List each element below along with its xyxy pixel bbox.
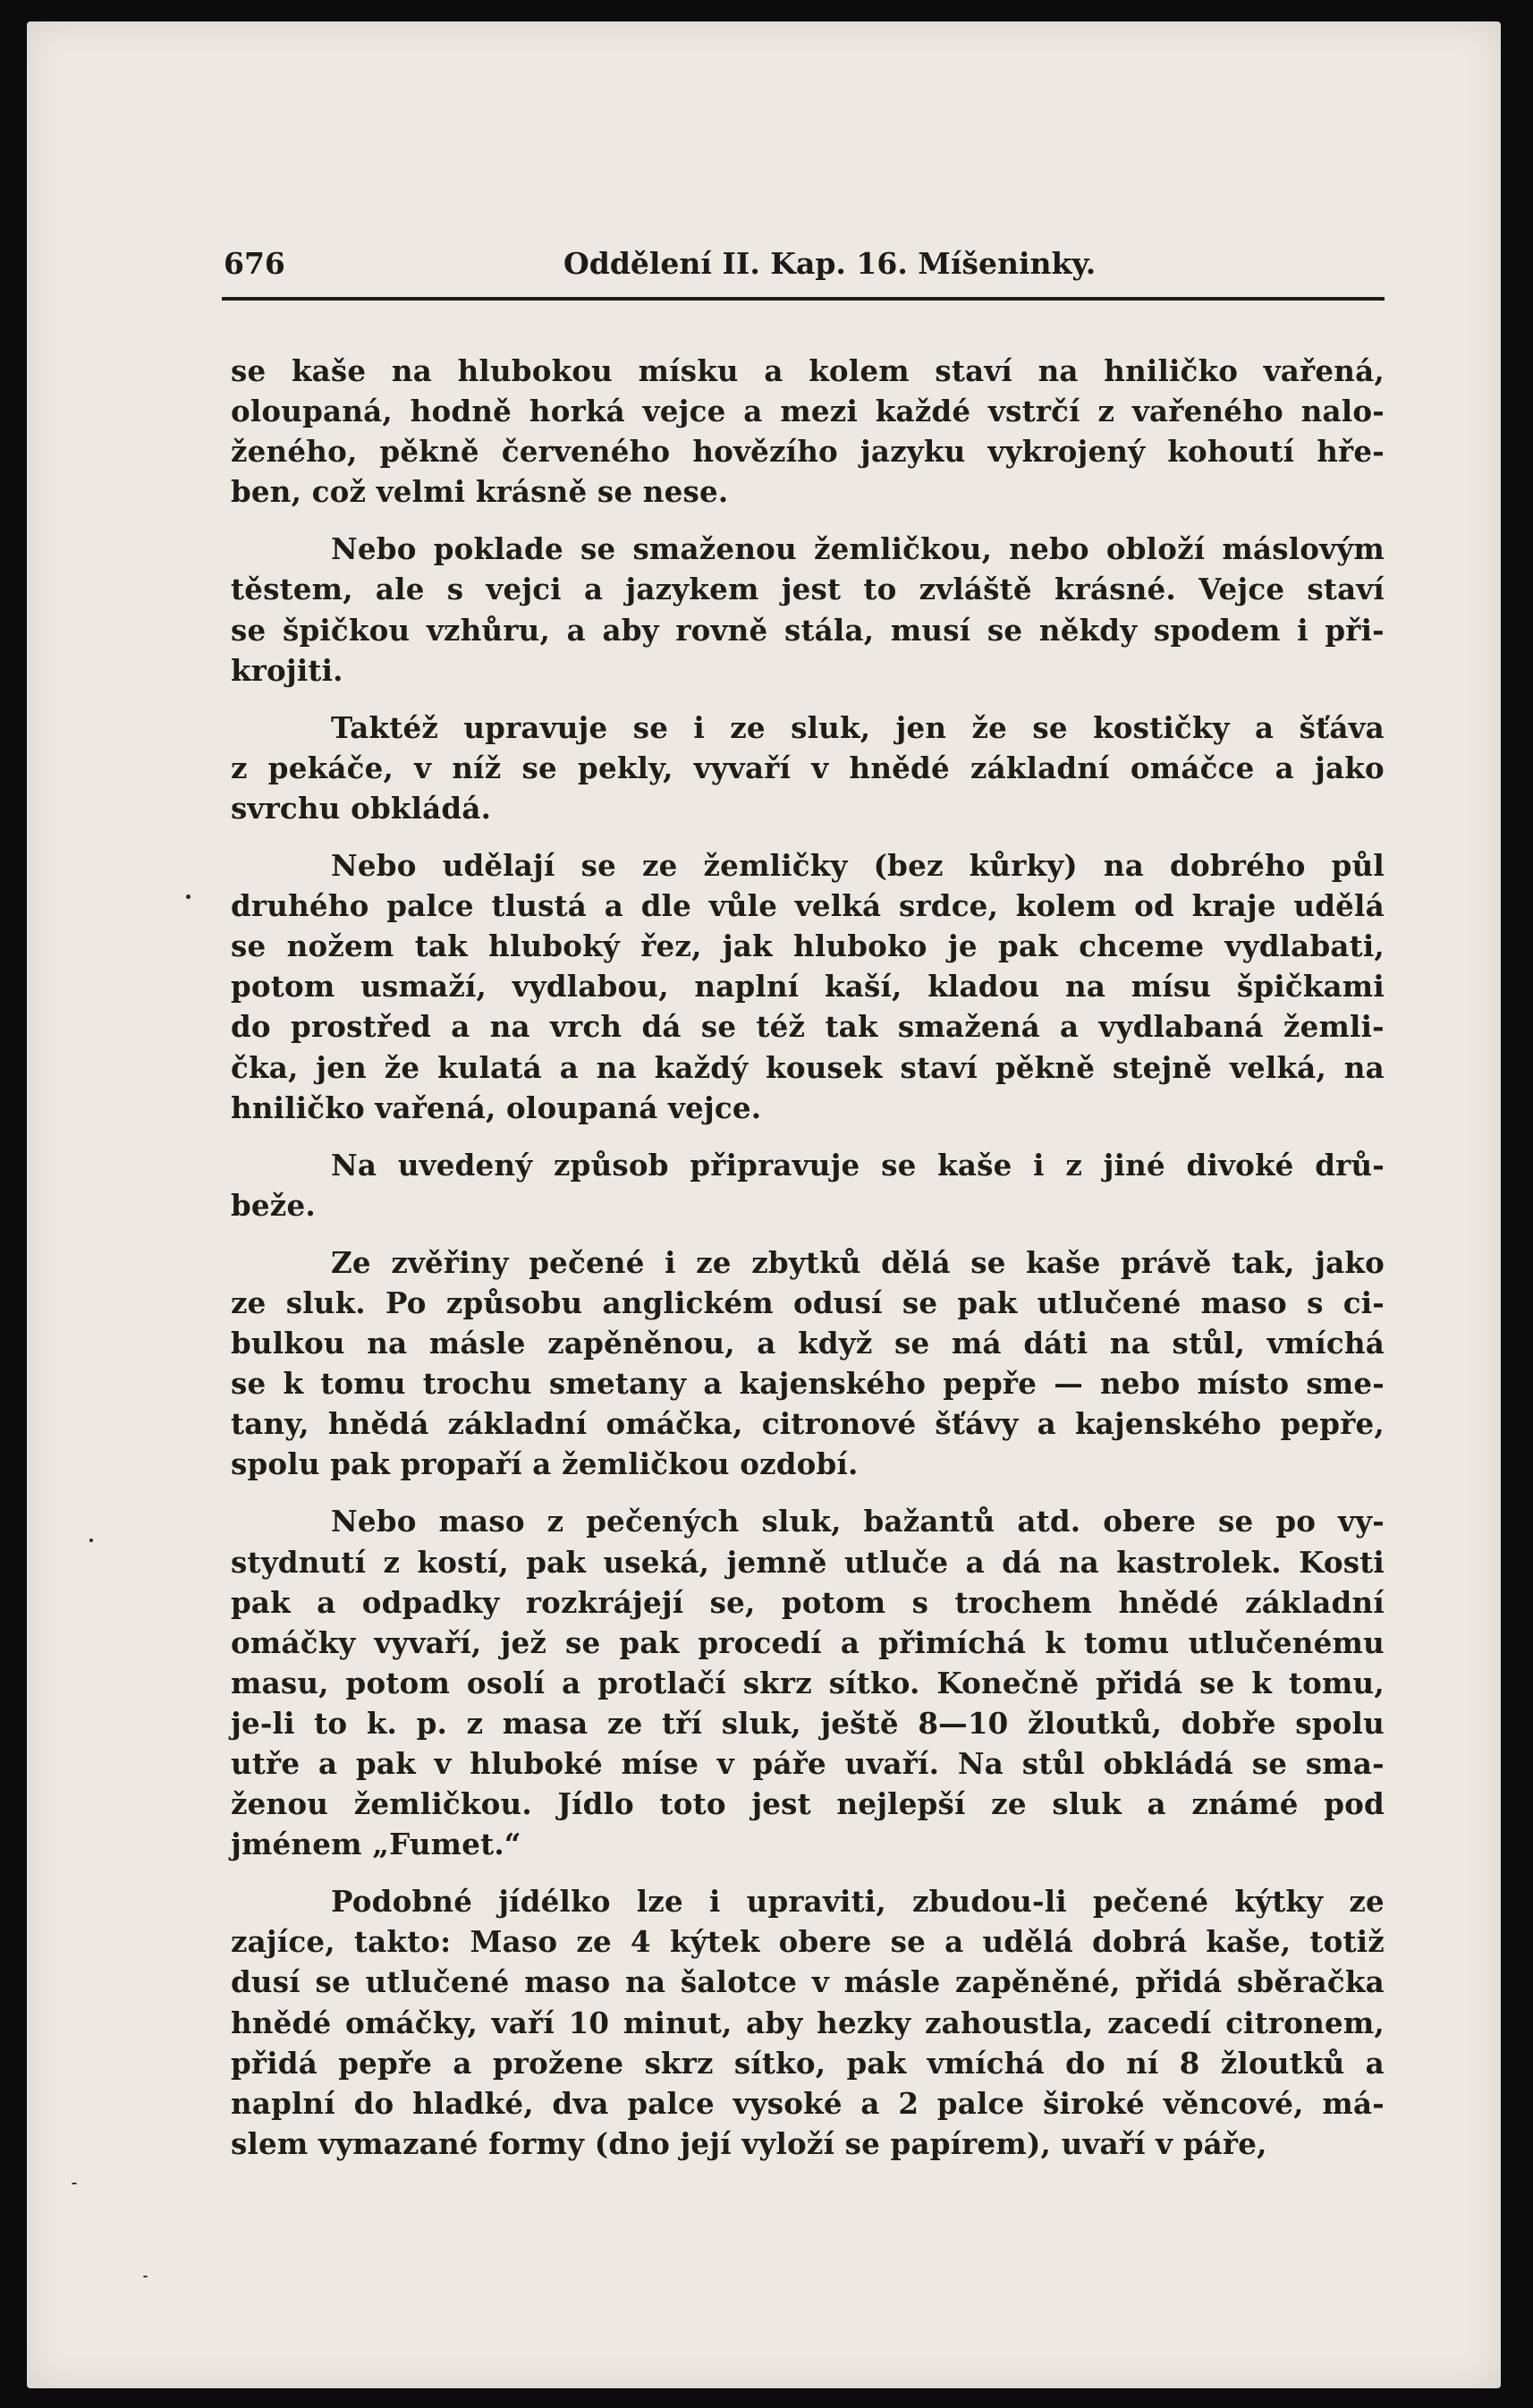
text-line: ben, což velmi krásně se nese. (231, 474, 729, 510)
text-line: masu, potom osolí a protlačí skrz sítko. Konečně přidá se k tomu, (231, 1665, 1385, 1700)
page-header (224, 246, 1391, 291)
text-line: Na uvedený způsob připravuje se kaše i z jiné divoké drů- (331, 1147, 1385, 1183)
paragraph (231, 1242, 1385, 1485)
text-line: hniličko vařená, oloupaná vejce. (231, 1090, 762, 1125)
text-line: se kaše na hlubokou mísku a kolem staví na hniličko vařená, (231, 353, 1385, 388)
text-line: se k tomu trochu smetany a kajenského pepře — nebo místo sme- (231, 1366, 1385, 1402)
text-line: pak a odpadky rozkrájejí se, potom s trochem hnědé základní (231, 1584, 1385, 1620)
text-line: ženého, pěkně červeného hovězího jazyku vykrojený kohoutí hře- (231, 434, 1385, 470)
text-line: čka, jen že kulatá a na každý kousek staví pěkně stejně velká, na (231, 1049, 1385, 1085)
text-line: těstem, ale s vejci a jazykem jest to zvláště krásné. Vejce staví (231, 572, 1385, 607)
ink-speck (89, 1539, 93, 1542)
text-line: stydnutí z kostí, pak useká, jemně utluče a dá na kastrolek. Kosti (231, 1544, 1385, 1580)
text-line: z pekáče, v níž se pekly, vyvaří v hnědé základní omáčce a jako (231, 750, 1385, 785)
paragraph-gap (231, 1484, 1385, 1501)
header-rule (222, 297, 1385, 301)
text-line: svrchu obkládá. (231, 790, 492, 826)
paragraph-gap (231, 1864, 1385, 1881)
paragraph (231, 351, 1385, 512)
page-number: 676 (224, 246, 285, 281)
text-line: Nebo poklade se smaženou žemličkou, nebo obloží máslovým (331, 531, 1385, 567)
text-line: naplní do hladké, dva palce vysoké a 2 palce široké věncové, má- (231, 2085, 1385, 2121)
text-line: druhého palce tlustá a dle vůle velká srdce, kolem od kraje udělá (231, 888, 1385, 924)
text-line: Nebo maso z pečených sluk, bažantů atd. obere se po vy- (331, 1504, 1385, 1539)
running-head: Oddělení II. Kap. 16. Míšeninky. (563, 246, 1097, 281)
text-line: ženou žemličkou. Jídlo toto jest nejlepší ze sluk a známé pod (231, 1786, 1385, 1822)
text-line: do prostřed a na vrch dá se též tak smažená a vydlabaná žemli- (231, 1009, 1385, 1045)
paragraph-gap (231, 828, 1385, 845)
text-line: je-li to k. p. z masa ze tří sluk, ještě 8—10 žloutků, dobře spolu (231, 1705, 1385, 1741)
text-line: beže. (231, 1187, 316, 1223)
text-line: se nožem tak hluboký řez, jak hluboko je pak chceme vydlabati, (231, 928, 1385, 964)
text-line: Podobné jídélko lze i upraviti, zbudou-li pečené kýtky ze (331, 1884, 1385, 1920)
paragraph (231, 1501, 1385, 1864)
text-line: Nebo udělají se ze žemličky (bez kůrky) na dobrého půl (331, 848, 1385, 884)
paragraph (231, 1881, 1385, 2164)
text-line: slem vymazané formy (dno její vyloží se papírem), uvaří v páře, (231, 2125, 1267, 2161)
text-line: oloupaná, hodně horká vejce a mezi každé vstrčí z vařeného nalo- (231, 394, 1385, 429)
text-line: jménem „Fumet.“ (231, 1827, 521, 1862)
text-line: tany, hnědá základní omáčka, citronové šťávy a kajenského pepře, (231, 1406, 1385, 1442)
paragraph (231, 1145, 1385, 1225)
text-line: bulkou na másle zapěněnou, a když se má dáti na stůl, vmíchá (231, 1326, 1385, 1361)
ink-speck (143, 2276, 148, 2277)
text-line: potom usmaží, vydlabou, naplní kaší, kladou na mísu špičkami (231, 969, 1385, 1005)
paragraph (231, 708, 1385, 828)
text-line: spolu pak propaří a žemličkou ozdobí. (231, 1446, 859, 1482)
body-text (231, 351, 1385, 2164)
text-line: Taktéž upravuje se i ze sluk, jen že se kostičky a šťáva (331, 709, 1385, 745)
paragraph-gap (231, 1225, 1385, 1242)
text-line: se špičkou vzhůru, a aby rovně stála, musí se někdy spodem i při- (231, 612, 1385, 648)
ink-speck (72, 2183, 77, 2184)
text-line: utře a pak v hluboké míse v páře uvaří. Na stůl obkládá se sma- (231, 1746, 1385, 1781)
text-line: omáčky vyvaří, jež se pak procedí a přimíchá k tomu utlučenému (231, 1624, 1385, 1660)
text-line: zajíce, takto: Maso ze 4 kýtek obere se a udělá dobrá kaše, totiž (231, 1924, 1385, 1960)
text-line: hnědé omáčky, vaří 10 minut, aby hezky zahoustla, zacedí citronem, (231, 2005, 1385, 2040)
paragraph (231, 845, 1385, 1128)
paragraph-gap (231, 1128, 1385, 1145)
paragraph (231, 529, 1385, 690)
text-line: ze sluk. Po způsobu anglickém odusí se pak utlučené maso s ci- (231, 1285, 1385, 1320)
paragraph-gap (231, 691, 1385, 708)
ink-speck (186, 895, 191, 899)
text-line: krojiti. (231, 652, 343, 688)
text-line: dusí se utlučené maso na šalotce v másle zapěněné, přidá sběračka (231, 1964, 1385, 2000)
paragraph-gap (231, 512, 1385, 529)
text-line: Ze zvěřiny pečené i ze zbytků dělá se kaše právě tak, jako (331, 1244, 1385, 1280)
text-line: přidá pepře a prožene skrz sítko, pak vmíchá do ní 8 žloutků a (231, 2045, 1385, 2081)
